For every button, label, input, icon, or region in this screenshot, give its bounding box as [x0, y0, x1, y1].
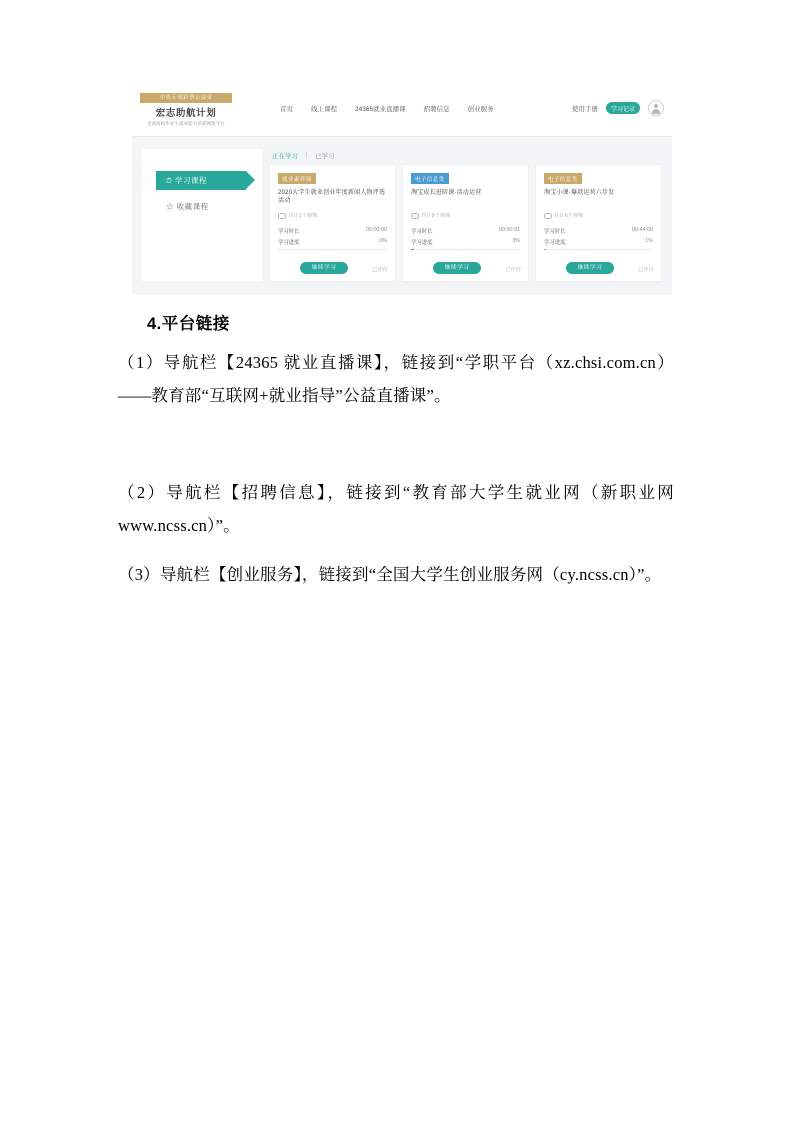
progress-track — [278, 249, 387, 250]
embedded-screenshot — [132, 90, 672, 295]
course-card-list — [270, 165, 661, 281]
course-video-count — [544, 211, 583, 219]
logo-subtitle: 全国高校毕业生就业能力培训网络平台 — [146, 121, 226, 126]
eye-icon — [544, 213, 552, 219]
study-record-button[interactable]: 学习记录 — [606, 102, 640, 114]
course-video-count — [278, 211, 317, 219]
site-body — [132, 136, 672, 295]
study-time-label: 学习时长 — [411, 229, 433, 235]
sidebar-panel — [142, 149, 262, 281]
paragraph-3: （3）导航栏【创业服务】，链接到“全国大学生创业服务网（cy.ncss.cn）”。 — [118, 565, 662, 584]
sidebar-item-favorite-courses[interactable] — [166, 201, 209, 212]
study-progress-value: 3% — [512, 238, 520, 244]
clock-icon: ⏱ — [166, 176, 173, 185]
paragraph-2: （2）导航栏【招聘信息】，链接到“教育部大学生就业网（新职业网 www.ncss.cn）”。 — [118, 483, 674, 535]
nav-item-manual[interactable]: 使用手册 — [571, 105, 598, 113]
course-category-tag: 就业素养课 — [278, 173, 316, 184]
page-title: 4.平台链接 — [147, 315, 230, 333]
study-progress-label: 学习进度 — [278, 240, 300, 246]
study-progress-value: 0% — [379, 238, 387, 244]
course-card[interactable] — [403, 165, 528, 281]
course-title: 淘宝小课·爆款运营六步发 — [544, 190, 615, 196]
course-card[interactable] — [270, 165, 395, 281]
sidebar-item-label: 学习课程 — [174, 176, 207, 185]
study-progress-label: 学习进度 — [411, 240, 433, 246]
evaluated-label[interactable]: 已评价 — [638, 267, 654, 273]
evaluated-label[interactable]: 已评价 — [372, 267, 388, 273]
course-stats — [544, 227, 653, 249]
progress-fill — [544, 249, 545, 250]
sidebar-item-study-courses[interactable] — [156, 171, 246, 190]
course-video-count-label: 共计9个视频 — [421, 213, 451, 219]
study-time-value: 00:00:00 — [366, 227, 387, 233]
nav-item-startup-service[interactable]: 创业服务 — [467, 106, 494, 113]
header-right — [572, 100, 664, 116]
course-stats — [411, 227, 520, 249]
evaluated-label[interactable]: 已评价 — [505, 267, 521, 273]
star-icon: ☆ — [166, 202, 174, 211]
nav-item-home[interactable]: 首页 — [280, 106, 293, 113]
avatar[interactable] — [648, 100, 664, 116]
progress-fill — [411, 249, 414, 250]
course-category-tag: 电子信息类 — [411, 173, 449, 184]
study-time-value: 00:00:31 — [499, 227, 520, 233]
logo-banner-text: 中央专项彩票公益金 — [140, 93, 232, 103]
study-progress-label: 学习进度 — [544, 240, 566, 246]
eye-icon — [411, 213, 419, 219]
course-stats — [278, 227, 387, 249]
course-video-count-label: 共计6个视频 — [554, 213, 584, 219]
progress-track — [411, 249, 520, 250]
course-tabs — [272, 151, 335, 160]
course-title: 淘宝成长进阶课·活动运营 — [411, 190, 482, 196]
course-category-tag: 电子信息类 — [544, 173, 582, 184]
course-title: 2020大学生就业创业年度新闻人物评选活动 — [278, 190, 386, 204]
nav-item-online-courses[interactable]: 线上课程 — [311, 106, 337, 113]
study-time-label: 学习时长 — [544, 229, 566, 235]
study-time-label: 学习时长 — [278, 229, 300, 235]
sidebar-item-label: 收藏课程 — [176, 202, 209, 211]
course-card[interactable] — [536, 165, 661, 281]
logo-title: 宏志助航计划 — [155, 108, 217, 119]
site-header — [132, 90, 672, 136]
nav-item-recruitment[interactable]: 招聘信息 — [423, 106, 450, 113]
nav-item-24365-live[interactable]: 24365就业直播课 — [355, 106, 406, 113]
progress-track — [544, 249, 653, 250]
paragraph-1: （1）导航栏【24365 就业直播课】，链接到“学职平台（xz.chsi.com.cn）——教育部“互联网+就业指导”公益直播课”。 — [118, 353, 674, 405]
main-nav — [280, 104, 494, 113]
tab-studied[interactable]: 已学习 — [315, 153, 335, 160]
tab-divider — [306, 152, 307, 159]
tab-studying[interactable]: 正在学习 — [272, 153, 298, 160]
course-video-count-label: 共计1个视频 — [288, 213, 318, 219]
site-logo[interactable] — [140, 93, 232, 133]
continue-study-button[interactable]: 继续学习 — [566, 262, 614, 274]
continue-study-button[interactable]: 继续学习 — [300, 262, 348, 274]
study-progress-value: 1% — [645, 238, 653, 244]
eye-icon — [278, 213, 286, 219]
study-time-value: 00:44:00 — [632, 227, 653, 233]
course-video-count — [411, 211, 450, 219]
continue-study-button[interactable]: 继续学习 — [433, 262, 481, 274]
